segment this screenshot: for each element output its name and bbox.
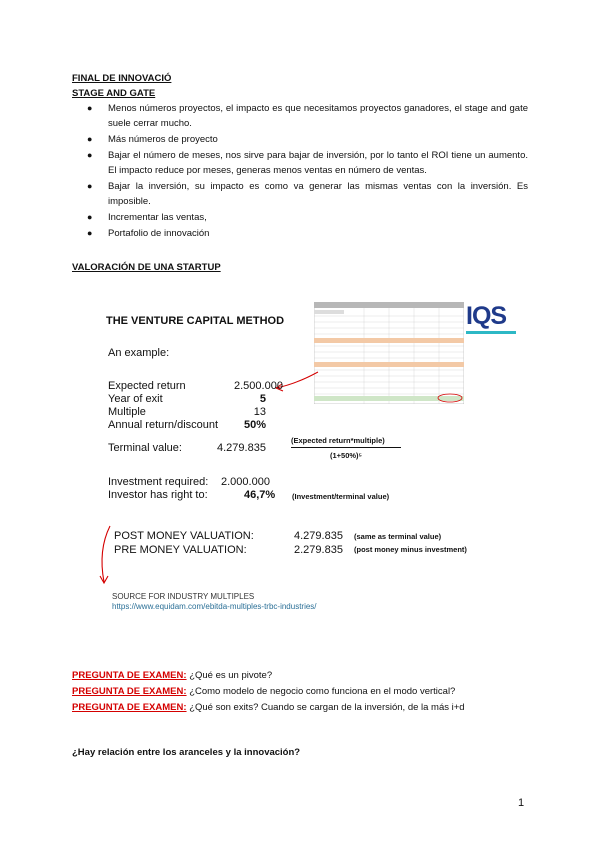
post-money-value: 4.279.835: [294, 530, 343, 542]
row-value: 50%: [243, 419, 266, 431]
exam-label: PREGUNTA DE EXAMEN:: [72, 670, 187, 681]
slide-title: THE VENTURE CAPITAL METHOD: [106, 315, 285, 327]
exam-question-2: [72, 684, 455, 699]
exam-question-1: [72, 668, 272, 683]
page-number: 1: [518, 797, 525, 809]
final-question: ¿Hay relación entre los aranceles y la innovación?: [72, 747, 301, 758]
right-value: 46,7%: [244, 489, 276, 501]
list-item: ● Bajar el número de meses, nos sirve para bajar de inversión, por lo tanto el ROI tiene un aumento. El impacto reduce por meses, generas menos ventas en número de ventas.: [87, 150, 528, 176]
row-label: Annual return/discount: [108, 419, 219, 431]
pre-money-note: (post money minus investment): [354, 545, 467, 554]
formula-numerator: (Expected return*multiple): [291, 436, 385, 445]
list-item: ● Incrementar las ventas,: [87, 212, 207, 223]
exam-label: PREGUNTA DE EXAMEN:: [72, 686, 187, 697]
investment-label: Investment required:: [108, 476, 209, 488]
question-text: ¿Qué es un pivote?: [189, 670, 273, 681]
terminal-label: Terminal value:: [108, 442, 182, 454]
pre-money-value: 2.279.835: [294, 544, 343, 556]
question-text: ¿Como modelo de negocio como funciona en el modo vertical?: [189, 686, 456, 697]
row-label: Year of exit: [108, 393, 163, 405]
slide-subtitle: An example:: [108, 347, 170, 359]
heading-valoracion: VALORACIÓN DE UNA STARTUP: [72, 262, 221, 273]
heading-final: FINAL DE INNOVACIÓ: [72, 73, 172, 84]
row-label: Expected return: [108, 380, 186, 392]
question-text: ¿Qué son exits? Cuando se cargan de la inversión, de la más i+d: [189, 702, 465, 713]
list-item: ● Más números de proyecto: [87, 134, 218, 145]
row-label: Multiple: [108, 406, 146, 418]
source-link[interactable]: https://www.equidam.com/ebitda-multiples-trbc-industries/: [112, 602, 317, 611]
bullet-list: [78, 101, 528, 242]
post-money-note: (same as terminal value): [354, 532, 442, 541]
row-value: 5: [259, 393, 266, 405]
post-money-label: POST MONEY VALUATION:: [114, 530, 254, 542]
exam-question-3: [72, 700, 465, 715]
right-note: (Investment/terminal value): [292, 492, 390, 501]
terminal-value: 4.279.835: [217, 442, 266, 454]
row-value: 2.500.000: [234, 380, 283, 392]
list-item: ● Bajar la inversión, su impacto es como va generar las mismas ventas con la inversión. Es imposible.: [87, 181, 528, 207]
formula-denominator: (1+50%)⁵: [330, 451, 363, 460]
row-value: 13: [253, 406, 266, 418]
list-item: ● Portafolio de innovación: [87, 228, 210, 239]
exam-label: PREGUNTA DE EXAMEN:: [72, 702, 187, 713]
heading-stage-gate: STAGE AND GATE: [72, 88, 156, 99]
list-item: ● Menos números proyectos, el impacto es que necesitamos proyectos ganadores, el stage and gate suele cerrar mucho.: [87, 103, 528, 129]
right-label: Investor has right to:: [108, 489, 208, 501]
example-values: [234, 380, 283, 432]
example-labels: [108, 380, 218, 432]
investment-value: 2.000.000: [221, 476, 270, 488]
source-label: SOURCE FOR INDUSTRY MULTIPLES: [112, 592, 255, 601]
iqs-logo: IQS: [466, 302, 522, 332]
pre-money-label: PRE MONEY VALUATION:: [114, 544, 247, 556]
formula-bar: [291, 447, 401, 448]
venture-capital-slide: [96, 300, 536, 630]
